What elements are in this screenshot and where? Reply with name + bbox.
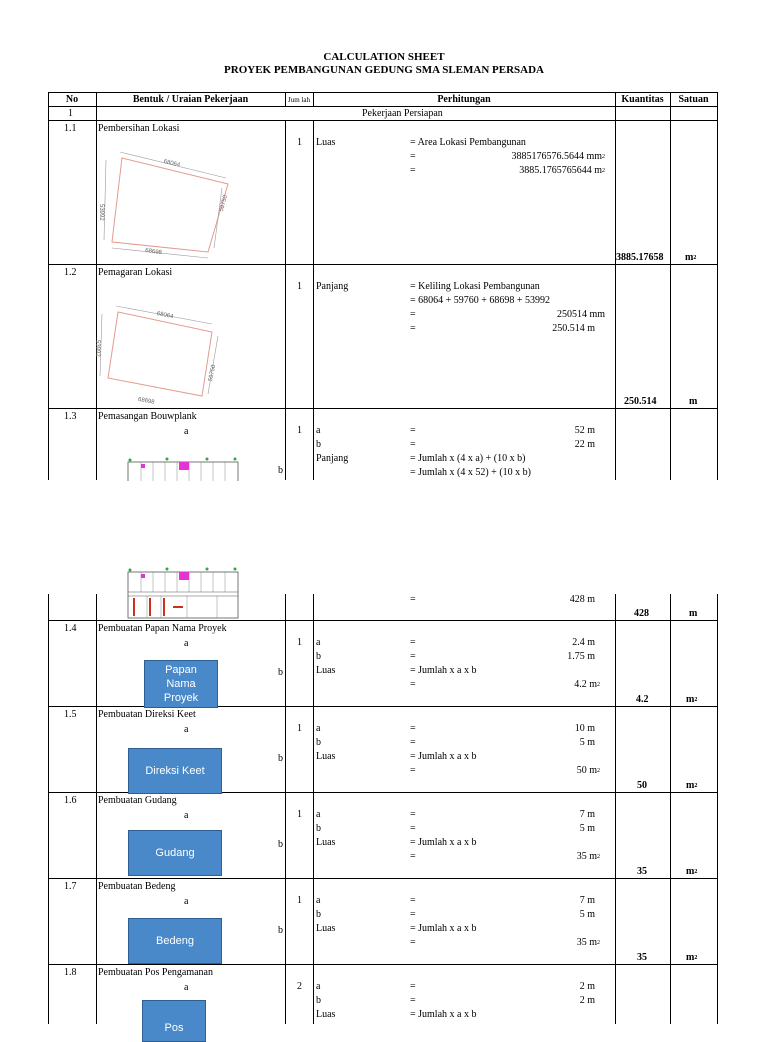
calc-value: 428 m [569, 594, 595, 605]
direksi-keet-box: Direksi Keet [128, 748, 222, 794]
satuan: $m^2$ [686, 866, 698, 877]
calc-formula: = Jumlah x a x b [410, 837, 477, 848]
calc-eq: = [410, 909, 416, 920]
dim-bottom: 68698 [144, 247, 163, 257]
calc-value: 3885.1765765644 $m^2$ [519, 165, 605, 176]
floor-plan-drawing [127, 566, 239, 620]
satuan: $m^2$ [686, 780, 698, 791]
calc-value: 4.2 $m^2$ [574, 679, 600, 690]
dim-right: 59750 [207, 364, 218, 382]
calc-eq: = [410, 637, 416, 648]
calc-key: a [316, 723, 321, 734]
project-title: PROYEK PEMBANGUNAN GEDUNG SMA SLEMAN PERSADA [224, 64, 544, 76]
jumlah: 2 [297, 981, 302, 992]
item-no: 1.8 [64, 967, 77, 978]
calc-eq: = [410, 165, 416, 176]
calc-eq: = [410, 737, 416, 748]
calc-eq: = [410, 995, 416, 1006]
dim-left: 53992 [94, 340, 100, 357]
calc-value: 5 m [579, 909, 595, 920]
jumlah: 1 [297, 723, 302, 734]
kuantitas: 428 [634, 608, 649, 619]
calc-value: 1.75 m [567, 651, 595, 662]
calc-value: 10 m [574, 723, 595, 734]
jumlah: 1 [297, 895, 302, 906]
calc-eq: = [410, 895, 416, 906]
item-no: 1.2 [64, 267, 77, 278]
calc-value: 250.514 m [552, 323, 595, 334]
satuan: $m^2$ [686, 952, 698, 963]
calc-formula: = Keliling Lokasi Pembangunan [410, 281, 540, 292]
calc-formula: = 68064 + 59760 + 68698 + 53992 [410, 295, 551, 306]
item-name: Pembuatan Direksi Keet [98, 709, 196, 720]
col-no-header: No [65, 94, 79, 105]
calc-eq: = [410, 151, 416, 162]
calc-formula: = Jumlah x (4 x a) + (10 x b) [410, 453, 526, 464]
sheet-title: CALCULATION SHEET [323, 51, 445, 63]
drawing-label-b: b [278, 753, 283, 764]
calc-key: b [316, 995, 321, 1006]
calc-formula: = Area Lokasi Pembangunan [410, 137, 526, 148]
item-name: Pembuatan Pos Pengamanan [98, 967, 213, 978]
calc-key: a [316, 809, 321, 820]
drawing-label-b: b [278, 465, 283, 476]
calc-key: Luas [316, 751, 336, 762]
calc-eq: = [410, 323, 416, 334]
drawing-label-a: a [184, 426, 189, 437]
jumlah: 1 [297, 281, 302, 292]
satuan: m [689, 608, 698, 619]
calc-key: a [316, 981, 321, 992]
calc-value: 35 $m^2$ [576, 937, 600, 948]
calc-key: Luas [316, 137, 336, 148]
drawing-label-a: a [184, 638, 189, 649]
calc-eq: = [410, 594, 416, 605]
col-bentuk-header: Bentuk / Uraian Pekerjaan [132, 94, 249, 105]
calc-value: 2 m [579, 995, 595, 1006]
calc-value: 2 m [579, 981, 595, 992]
kuantitas: 3885.17658 [616, 252, 664, 263]
calc-eq: = [410, 823, 416, 834]
kuantitas: 4.2 [636, 694, 649, 705]
calc-value: 5 m [579, 823, 595, 834]
calc-formula: = Jumlah x a x b [410, 1009, 477, 1020]
col-jumlah-header: Jum lah [288, 96, 310, 104]
calc-key: b [316, 439, 321, 450]
calc-key: Luas [316, 1009, 336, 1020]
calc-formula: = Jumlah x a x b [410, 751, 477, 762]
item-name: Pemagaran Lokasi [98, 267, 173, 278]
drawing-label-a: a [184, 724, 189, 735]
satuan: m [689, 396, 698, 407]
kuantitas: 250.514 [624, 396, 657, 407]
calc-key: Luas [316, 665, 336, 676]
calc-key: b [316, 823, 321, 834]
calc-key: Panjang [316, 453, 349, 464]
drawing-label-b: b [278, 839, 283, 850]
kuantitas: 50 [637, 780, 647, 791]
calc-formula: = Jumlah x (4 x 52) + (10 x b) [410, 467, 531, 478]
section-no: 1 [68, 108, 73, 119]
calc-value: 3885176576.5644 $mm^2$ [511, 151, 605, 162]
calc-eq: = [410, 425, 416, 436]
calc-value: 7 m [579, 895, 595, 906]
jumlah: 1 [297, 637, 302, 648]
calc-formula: = Jumlah x a x b [410, 923, 477, 934]
jumlah: 1 [297, 425, 302, 436]
item-name: Pembuatan Papan Nama Proyek [98, 623, 227, 634]
calc-value: 52 m [574, 425, 595, 436]
satuan: $m^2$ [686, 694, 698, 705]
calc-eq: = [410, 439, 416, 450]
calc-key: a [316, 895, 321, 906]
satuan: $m^2$ [685, 252, 697, 263]
col-satuan-header: Satuan [678, 94, 709, 105]
col-perhitungan-header: Perhitungan [437, 94, 491, 105]
calc-formula: = Jumlah x a x b [410, 665, 477, 676]
gudang-box: Gudang [128, 830, 222, 876]
drawing-label-b: b [278, 925, 283, 936]
papan-nama-box: Papan Nama Proyek [144, 660, 218, 708]
jumlah: 1 [297, 809, 302, 820]
dim-right: 59750 [218, 194, 230, 213]
calc-eq: = [410, 851, 416, 862]
drawing-label-b: b [278, 667, 283, 678]
kuantitas: 35 [637, 952, 647, 963]
calc-key: b [316, 909, 321, 920]
calc-eq: = [410, 309, 416, 320]
dim-left: 53992 [98, 204, 104, 221]
calc-eq: = [410, 723, 416, 734]
calc-key: b [316, 651, 321, 662]
section-label: Pekerjaan Persiapan [362, 108, 443, 119]
bedeng-box: Bedeng [128, 918, 222, 964]
calc-eq: = [410, 679, 416, 690]
item-no: 1.1 [64, 123, 77, 134]
kuantitas: 35 [637, 866, 647, 877]
calc-key: b [316, 737, 321, 748]
jumlah: 1 [297, 137, 302, 148]
item-no: 1.6 [64, 795, 77, 806]
calc-key: a [316, 637, 321, 648]
dim-bottom: 68698 [137, 396, 155, 406]
calc-eq: = [410, 809, 416, 820]
item-name: Pembuatan Gudang [98, 795, 177, 806]
calc-eq: = [410, 981, 416, 992]
item-no: 1.3 [64, 411, 77, 422]
calc-key: Luas [316, 923, 336, 934]
item-name: Pemasangan Bouwplank [98, 411, 197, 422]
calc-key: Panjang [316, 281, 349, 292]
item-no: 1.7 [64, 881, 77, 892]
drawing-label-a: a [184, 896, 189, 907]
calc-key: a [316, 425, 321, 436]
calc-value: 5 m [579, 737, 595, 748]
calc-eq: = [410, 765, 416, 776]
item-name: Pembersihan Lokasi [98, 123, 180, 134]
pos-box: Pos [142, 1000, 206, 1042]
calc-value: 7 m [579, 809, 595, 820]
col-kuantitas-header: Kuantitas [621, 94, 664, 105]
calc-value: 2.4 m [572, 637, 595, 648]
dim-top: 68064 [156, 310, 174, 321]
calc-value: 35 $m^2$ [576, 851, 600, 862]
calc-key: Luas [316, 837, 336, 848]
calc-value: 250514 mm [556, 309, 605, 320]
item-no: 1.4 [64, 623, 77, 634]
calc-value: 22 m [574, 439, 595, 450]
calc-eq: = [410, 937, 416, 948]
dim-top: 68064 [162, 158, 181, 169]
item-no: 1.5 [64, 709, 77, 720]
calc-eq: = [410, 651, 416, 662]
drawing-label-a: a [184, 810, 189, 821]
drawing-label-a: a [184, 982, 189, 993]
item-name: Pembuatan Bedeng [98, 881, 176, 892]
calc-value: 50 $m^2$ [576, 765, 600, 776]
